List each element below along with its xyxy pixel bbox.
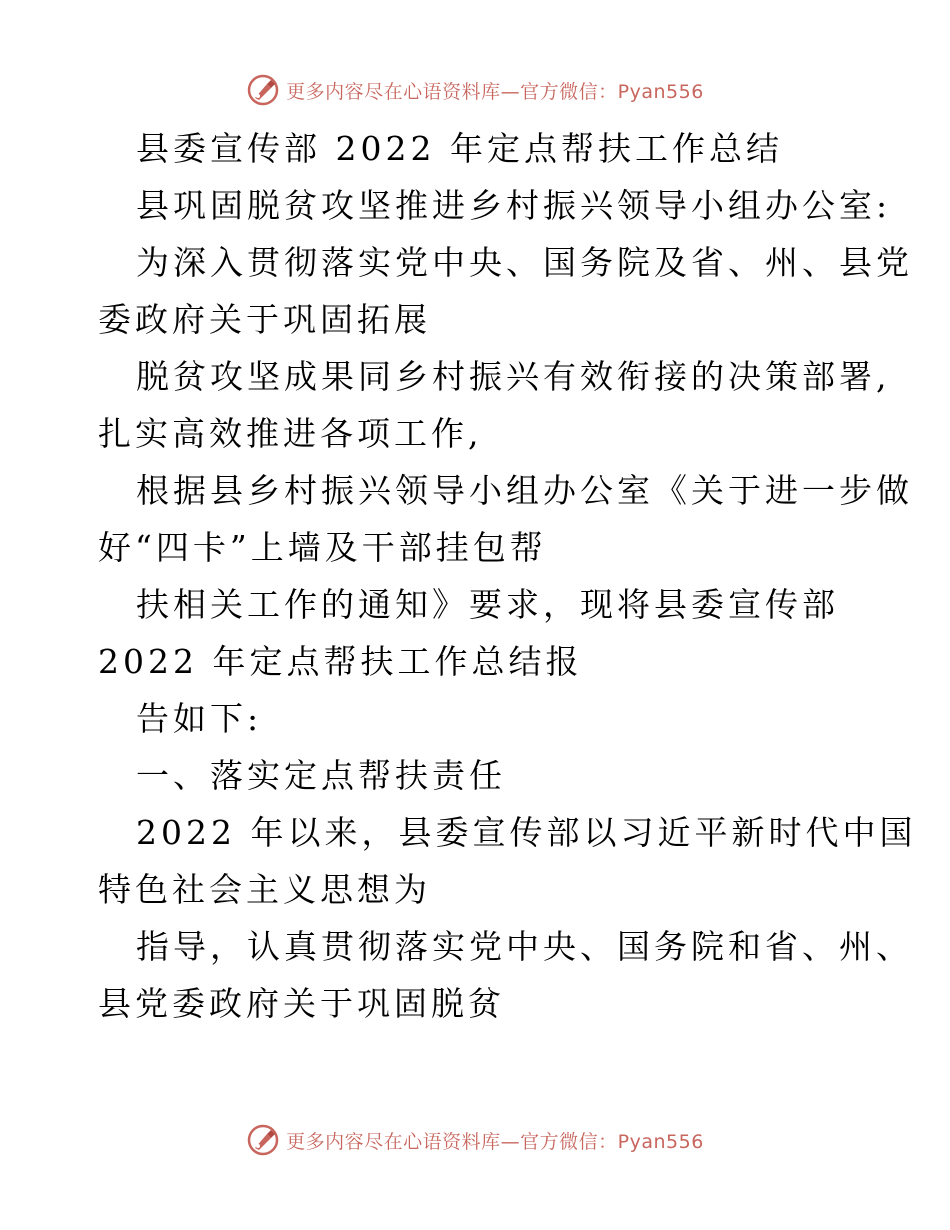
document-line: 一、落实定点帮扶责任 xyxy=(136,756,506,795)
document-line: 好“四卡”上墙及干部挂包帮 xyxy=(98,528,547,567)
header-watermark xyxy=(0,70,950,110)
document-line: 县巩固脱贫攻坚推进乡村振兴领导小组办公室: xyxy=(136,186,892,225)
document-line: 扎实高效推进各项工作, xyxy=(98,414,483,453)
watermark-text: 更多内容尽在心语资料库—官方微信：Pyan556 xyxy=(286,1130,704,1153)
document-line: 县党委政府关于巩固脱贫 xyxy=(98,984,505,1023)
document-line: 2022 年以来，县委宣传部以习近平新时代中国 xyxy=(136,813,917,852)
pen-nib-logo-icon xyxy=(246,1123,280,1157)
document-line: 委政府关于巩固拓展 xyxy=(98,300,431,339)
document-line: 特色社会主义思想为 xyxy=(98,870,431,909)
document-line: 为深入贯彻落实党中央、国务院及省、州、县党 xyxy=(136,243,913,282)
footer-watermark xyxy=(0,1120,950,1160)
document-line: 指导，认真贯彻落实党中央、国务院和省、州、 xyxy=(136,927,913,966)
document-line: 扶相关工作的通知》要求，现将县委宣传部 xyxy=(136,585,839,624)
document-line: 县委宣传部 2022 年定点帮扶工作总结 xyxy=(136,129,783,168)
pen-nib-logo-icon xyxy=(246,73,280,107)
document-line: 2022 年定点帮扶工作总结报 xyxy=(98,642,583,681)
document-body xyxy=(98,120,917,1032)
document-line: 告如下: xyxy=(136,699,263,738)
document-line: 根据县乡村振兴领导小组办公室《关于进一步做 xyxy=(136,471,913,510)
watermark-text: 更多内容尽在心语资料库—官方微信：Pyan556 xyxy=(286,80,704,103)
document-line: 脱贫攻坚成果同乡村振兴有效衔接的决策部署, xyxy=(136,357,891,396)
